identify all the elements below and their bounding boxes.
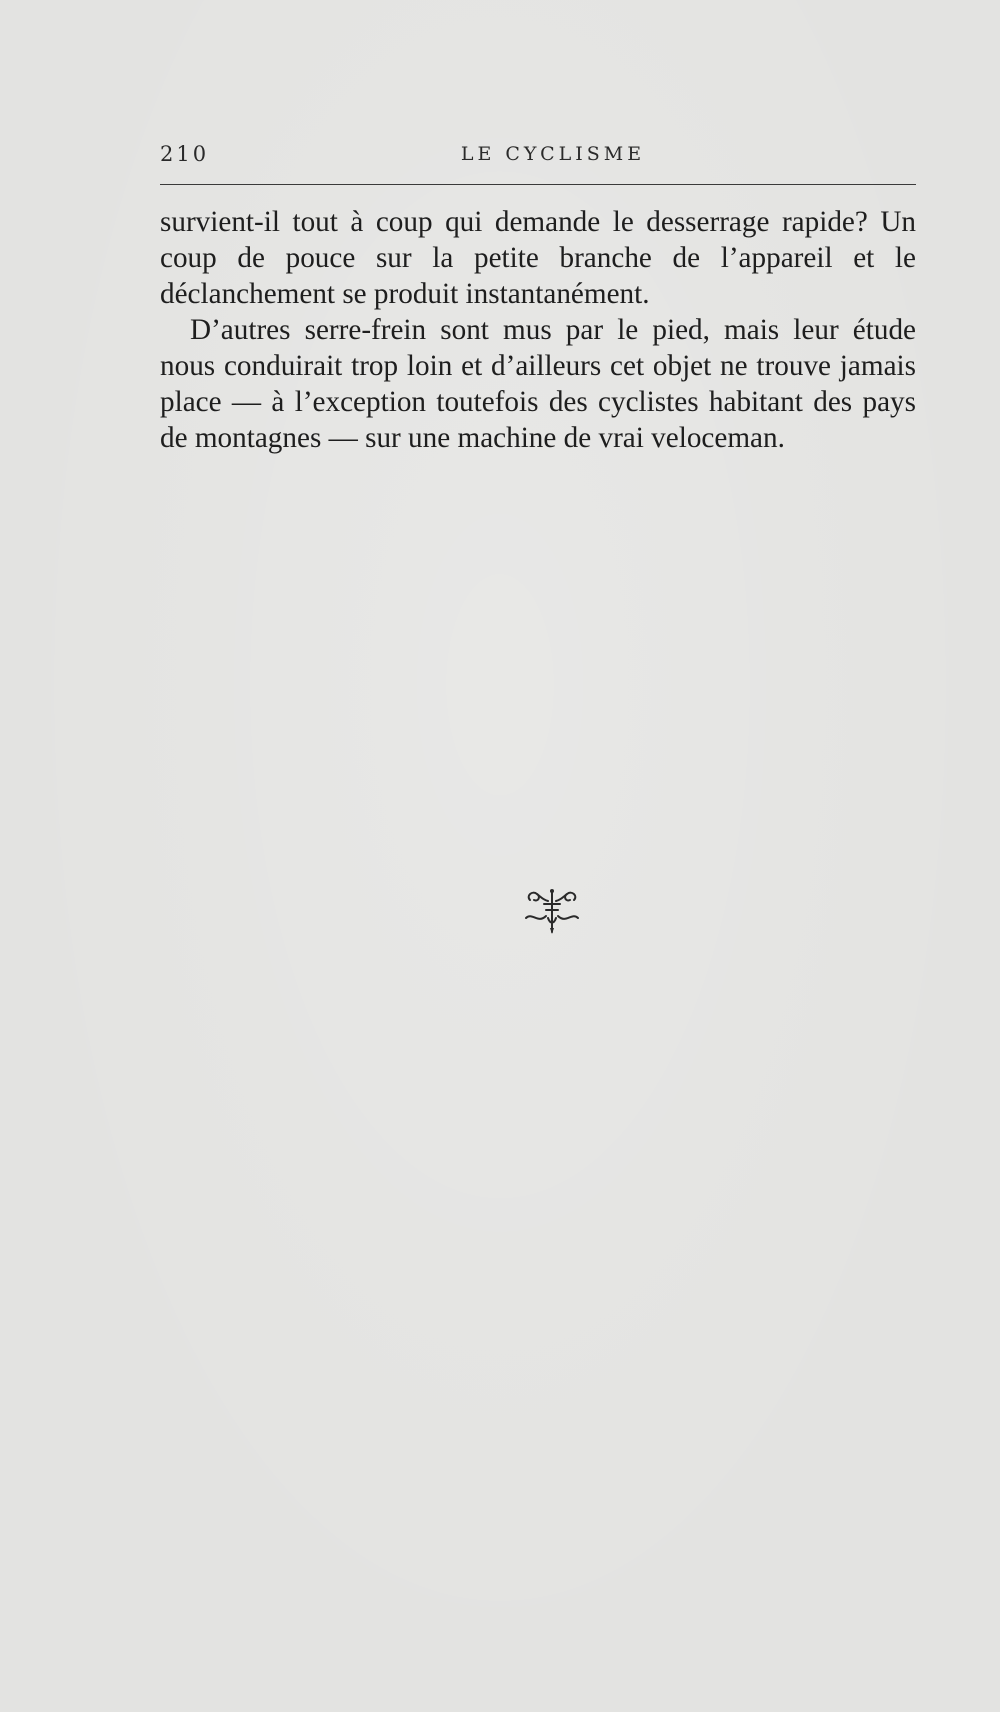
paragraph-serre-frein: D’autres serre-frein sont mus par le pied, mais leur étude nous conduirait trop loin et d’ailleurs cet objet ne trouve jamais place — à l’exception toutefois des cyclistes habitant des pays de montagnes — sur une machine de vrai veloceman. [160,314,916,454]
body-text [160,204,916,456]
paragraph-continuation: survient-il tout à coup qui demande le desserrage rapide? Un coup de pouce sur la petite branche de l’appareil et le déclanchement se produit instantanément. [160,206,916,310]
header-rule [160,184,916,185]
running-title: LE CYCLISME [460,143,646,165]
fleuron-ornament-icon [522,888,582,938]
running-head [160,142,916,172]
page-number: 210 [160,142,210,166]
